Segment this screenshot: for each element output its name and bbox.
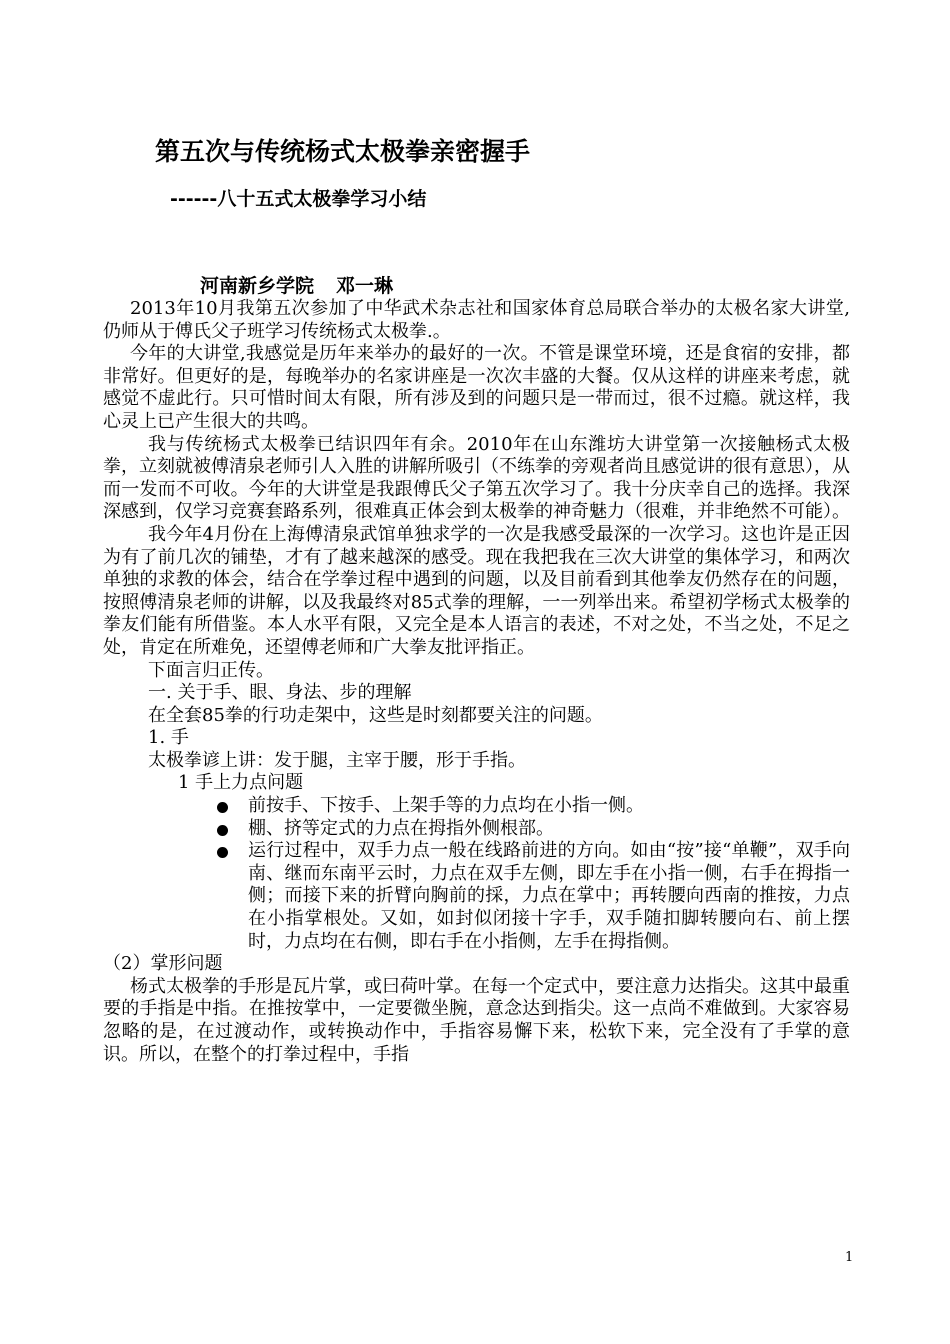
author-org: 河南新乡学院 (200, 275, 315, 297)
bullet-list (103, 795, 850, 953)
document-title: 第五次与传统杨式太极拳亲密握手 (155, 137, 531, 166)
bullet-dot-icon (217, 847, 228, 858)
list-item (248, 840, 850, 953)
bullet-dot-icon (217, 802, 228, 813)
paragraph-3: 我与传统杨式太极拳已结识四年有余。2010年在山东潍坊大讲堂第一次接触杨式太极拳，立刻就被傅清泉老师引人入胜的讲解所吸引（不练拳的旁观者尚且感觉讲的很有意思），从而一发而不可收。今年的大讲堂是我跟傅氏父子第五次学习了。我十分庆幸自己的选择。我深深感到，仅学习竞赛套路系列，很难真正体会到太极拳的神奇魅力（很难，并非绝然不可能）。 (103, 433, 850, 523)
author-line (200, 273, 393, 299)
paragraph-4: 我今年4月份在上海傅清泉武馆单独求学的一次是我感受最深的一次学习。这也许是正因为有了前几次的铺垫，才有了越来越深的感受。现在我把我在三次大讲堂的集体学习，和两次单独的求教的体会，结合在学拳过程中遇到的问题，以及目前看到其他拳友仍然存在的问题，按照傅清泉老师的讲解，以及我最终对85式拳的理解，一一列举出来。希望初学杨式太极拳的拳友们能有所借鉴。本人水平有限，又完全是本人语言的表述，不对之处，不当之处，不足之处，肯定在所难免，还望傅老师和广大拳友批评指正。 (103, 523, 850, 658)
list-item-text: 运行过程中，双手力点一般在线路前进的方向。如由“按”接“单鞭”，双手向南、继而东南平云时，力点在双手左侧，即左手在小指一侧，右手在拇指一侧；而接下来的折臂向胸前的採，力点在掌中；再转腰向西南的推按，力点在小指掌根处。又如，如封似闭接十字手，双手随扣脚转腰向右、前上摆时，力点均在右侧，即右手在小指侧，左手在拇指侧。 (248, 840, 850, 952)
section-heading: 一. 关于手、眼、身法、步的理解 (148, 682, 412, 704)
document-body (103, 298, 850, 1066)
section-intro: 在全套85拳的行功走架中，这些是时刻都要关注的问题。 (148, 704, 603, 726)
paragraph-palm: 杨式太极拳的手形是瓦片掌，或曰荷叶掌。在每一个定式中，要注意力达指尖。这其中最重要的手指是中指。在推按掌中，一定要微坐腕，意念达到指尖。这一点尚不难做到。大家容易忽略的是，在过渡动作，或转换动作中，手指容易懈下来，松软下来，完全没有了手掌的意识。所以，在整个的打拳过程中，手指 (103, 975, 850, 1065)
list-item (248, 795, 850, 818)
author-name: 邓一琳 (336, 275, 394, 297)
item-hand: 1. 手 (148, 727, 189, 749)
sub-heading-palm-shape: （2）掌形问题 (103, 953, 223, 975)
bullet-dot-icon (217, 825, 228, 836)
list-item (248, 818, 850, 841)
page-number: 1 (845, 1250, 854, 1265)
paragraph-2: 今年的大讲堂,我感觉是历年来举办的最好的一次。不管是课堂环境，还是食宿的安排，都非常好。但更好的是，每晚举办的名家讲座是一次次丰盛的大餐。仅从这样的讲座来考虑，就感觉不虚此行。只可惜时间太有限，所有涉及到的问题只是一带而过，很不过瘾。就这样，我心灵上已产生很大的共鸣。 (103, 343, 850, 432)
list-item-text: 棚、挤等定式的力点在拇指外侧根部。 (248, 817, 554, 839)
transition-line: 下面言归正传。 (148, 659, 274, 681)
list-item-text: 前按手、下按手、上架手等的力点均在小指一侧。 (248, 795, 644, 817)
sub-heading-force-point: 1 手上力点问题 (178, 772, 304, 794)
hand-quote: 太极拳谚上讲：发于腿，主宰于腰，形于手指。 (148, 749, 526, 771)
document-subtitle: ------八十五式太极拳学习小结 (170, 188, 427, 210)
paragraph-1: 2013年10月我第五次参加了中华武术杂志社和国家体育总局联合举办的太极名家大讲堂,仍师从于傅氏父子班学习传统杨式太极拳.。 (103, 298, 850, 342)
